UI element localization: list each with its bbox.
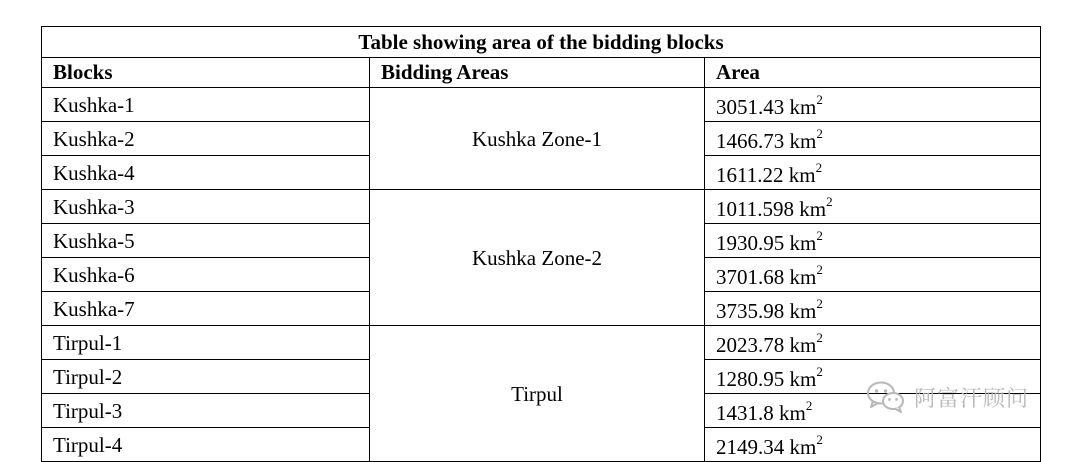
- area-unit: km: [789, 435, 817, 459]
- area-unit: km: [789, 129, 817, 153]
- area-unit-exponent: 2: [815, 160, 823, 175]
- bidding-area-cell: Kushka Zone-1: [370, 88, 705, 190]
- area-cell: [705, 88, 1041, 122]
- block-cell: Tirpul-1: [42, 326, 370, 360]
- table-row: [42, 88, 1041, 122]
- area-unit: km: [799, 197, 827, 221]
- area-unit-exponent: 2: [816, 364, 823, 379]
- area-unit: km: [789, 231, 817, 255]
- area-unit: km: [789, 265, 817, 289]
- area-cell: [705, 156, 1041, 190]
- table-header-row: [42, 57, 1041, 88]
- area-unit-exponent: 2: [816, 228, 823, 243]
- block-cell: Kushka-3: [42, 190, 370, 224]
- block-cell: Kushka-6: [42, 258, 370, 292]
- area-cell: [705, 122, 1041, 156]
- area-value: 1280.95: [716, 367, 785, 391]
- area-value: 1011.598: [716, 197, 794, 221]
- area-unit: km: [789, 299, 817, 323]
- block-cell: Tirpul-3: [42, 394, 370, 428]
- block-cell: Tirpul-2: [42, 360, 370, 394]
- watermark: [866, 377, 1029, 417]
- area-unit-exponent: 2: [816, 330, 823, 345]
- table-title-row: [42, 27, 1041, 58]
- area-unit-exponent: 2: [816, 262, 823, 277]
- area-unit: km: [779, 401, 806, 425]
- bidding-area-cell: Tirpul: [370, 326, 705, 462]
- table-row: [42, 326, 1041, 360]
- area-value: 2023.78: [716, 333, 785, 357]
- block-cell: Kushka-1: [42, 88, 370, 122]
- block-cell: Tirpul-4: [42, 428, 370, 462]
- area-cell: [705, 292, 1041, 326]
- area-value: 3735.98: [716, 299, 785, 323]
- block-cell: Kushka-7: [42, 292, 370, 326]
- area-value: 1466.73: [716, 129, 785, 153]
- block-cell: Kushka-2: [42, 122, 370, 156]
- wechat-icon: [866, 380, 906, 414]
- area-unit-exponent: 2: [826, 194, 833, 209]
- column-header-area: Area: [705, 57, 1041, 88]
- block-cell: Kushka-4: [42, 156, 370, 190]
- area-unit: km: [789, 367, 817, 391]
- column-header-bidding-areas: Bidding Areas: [370, 57, 705, 88]
- area-value: 2149.34: [716, 435, 785, 459]
- block-cell: Kushka-5: [42, 224, 370, 258]
- area-value: 1930.95: [716, 231, 785, 255]
- bidding-area-cell: Kushka Zone-2: [370, 190, 705, 326]
- area-unit: km: [789, 95, 817, 119]
- area-unit-exponent: 2: [816, 92, 823, 107]
- column-header-blocks: Blocks: [42, 57, 370, 88]
- area-cell: [705, 190, 1041, 224]
- table-title: Table showing area of the bidding blocks: [42, 27, 1041, 58]
- area-cell: [705, 428, 1041, 462]
- area-unit: km: [789, 333, 817, 357]
- area-value: 3051.43: [716, 95, 785, 119]
- area-value: 1611.22: [716, 163, 784, 187]
- area-value: 3701.68: [716, 265, 785, 289]
- area-unit-exponent: 2: [805, 398, 813, 413]
- area-unit: km: [788, 163, 816, 187]
- area-unit-exponent: 2: [816, 126, 823, 141]
- area-cell: [705, 258, 1041, 292]
- area-value: 1431.8: [716, 401, 774, 425]
- area-unit-exponent: 2: [816, 432, 823, 447]
- area-cell: [705, 326, 1041, 360]
- area-cell: [705, 224, 1041, 258]
- area-unit-exponent: 2: [816, 296, 823, 311]
- watermark-text: 阿富汗顾问: [914, 386, 1030, 412]
- table-row: [42, 190, 1041, 224]
